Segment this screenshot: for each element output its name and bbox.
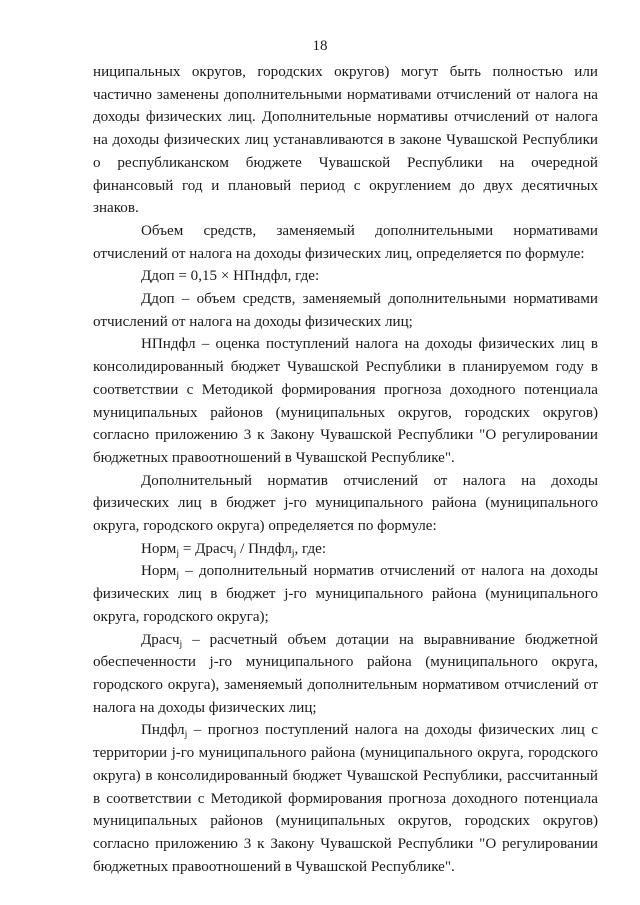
definition-npndfl: НПндфл – оценка поступлений налога на доходы физических лиц в консолидированный бюджет Чувашской Республики в планируемом году в соответствии с Методикой формирования прогноза доходного потенциала муниципальных районов (муниципальных округов, городских округов) согласно приложению 3 к Закону Чувашской Республики "О регулировании бюджетных правоотношений в Чувашской Республике". (93, 336, 598, 466)
paragraph-norm-intro: Дополнительный норматив отчислений от налога на доходы физических лиц в бюджет j-го муниципального района (муниципального округа, городского округа) определяется по формуле: (93, 472, 598, 535)
formula-norm-div: / Пндфл (236, 540, 292, 557)
formula-subscript: j (291, 547, 295, 559)
formula-subscript: j (176, 547, 180, 559)
definition-norm (93, 560, 598, 628)
definition-text: – прогноз поступлений налога на доходы физических лиц с территории j-го муниципального района (муниципального округа, городского округа) в консолидированный бюджет Чувашской Республики, рассчитанный в соответствии с Методикой формирования прогноза доходного потенциала муниципальных районов (муниципальных округов, городских округов) согласно приложению 3 к Закону Чувашской Республики "О регулировании бюджетных правоотношений в Чувашской Республике". (93, 722, 598, 875)
definition-term: Пндфл (141, 722, 185, 739)
definition-pndfl (93, 719, 598, 878)
formula-norm (93, 538, 598, 561)
paragraph-volume-intro: Объем средств, заменяемый дополнительными нормативами отчислений от налога на доходы физических лиц, определяется по формуле: (93, 222, 598, 262)
formula-norm-tail: , где: (294, 540, 327, 557)
paragraph-continuation: ниципальных округов, городских округов) могут быть полностью или частично заменены дополнительными нормативами отчислений от налога на доходы физических лиц. Дополнительные нормативы отчислений от налога на доходы физических лиц устанавливаются в законе Чувашской Республики о республиканском бюджете Чувашской Республики на очередной финансовый год и плановый период с округлением до двух десятичных знаков. (93, 64, 598, 217)
definition-text: – дополнительный норматив отчислений от налога на доходы физических лиц в бюджет j-го муниципального района (муниципального округа, городского округа); (93, 563, 598, 625)
definition-term: Норм (141, 563, 177, 580)
formula-norm-eq: = Драсч (179, 540, 234, 557)
formula-ddop: Ддоп = 0,15 × НПндфл, где: (141, 268, 320, 285)
document-body (93, 61, 598, 878)
formula-subscript: j (233, 547, 237, 559)
definition-term: Драсч (141, 631, 180, 648)
page-number: 18 (312, 38, 328, 54)
definition-subscript: j (184, 729, 188, 741)
formula-norm-term: Норм (141, 540, 177, 557)
definition-drasch (93, 629, 598, 720)
definition-subscript: j (179, 638, 183, 650)
definition-subscript: j (176, 570, 180, 582)
definition-ddop: Ддоп – объем средств, заменяемый дополнительными нормативами отчислений от налога на доходы физических лиц; (93, 291, 598, 330)
definition-text: – расчетный объем дотации на выравнивание бюджетной обеспеченности j-го муниципального района (муниципального округа, городского округа), заменяемый дополнительным нормативом отчислений от налога на доходы физических лиц; (93, 631, 598, 716)
